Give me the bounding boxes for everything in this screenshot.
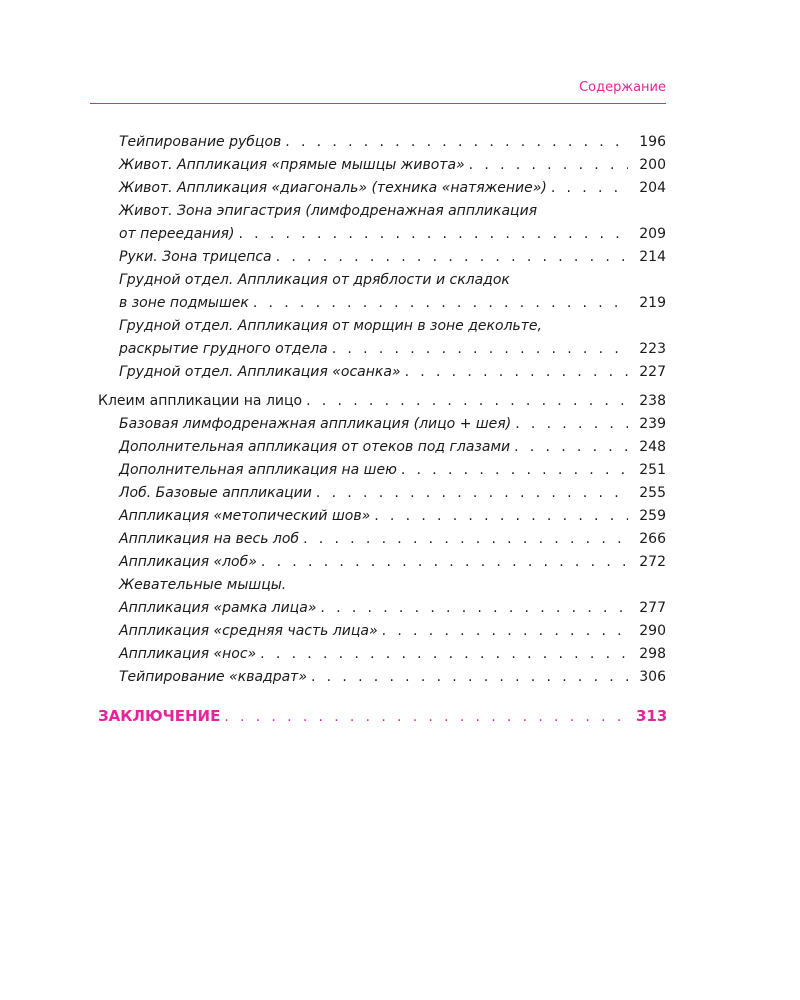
- toc-entry[interactable]: [98, 459, 666, 482]
- toc-page-number: 277: [639, 600, 666, 616]
- toc-page-number: 251: [639, 462, 666, 478]
- dot-leader: [401, 459, 628, 482]
- toc-entry-title-line: Живот. Зона эпигастрия (лимфодренажная аппликация: [119, 203, 538, 219]
- toc-entry-title: от переедания): [119, 226, 235, 242]
- toc-entry-title: раскрытие грудного отдела: [119, 341, 328, 357]
- toc-page-number: 266: [639, 531, 666, 547]
- dot-leader: [382, 620, 628, 643]
- toc-entry[interactable]: [98, 131, 666, 154]
- dot-leader: [332, 338, 628, 361]
- toc-entry-title: Базовая лимфодренажная аппликация (лицо + шея): [119, 416, 512, 432]
- toc-entry[interactable]: [98, 200, 666, 246]
- toc-page-number: 298: [639, 646, 666, 662]
- toc-entry-title: Клеим аппликации на лицо: [98, 393, 303, 409]
- toc-page-number: 272: [639, 554, 666, 570]
- dot-leader: [306, 390, 628, 413]
- toc-entry-title: Дополнительная аппликация на шею: [119, 462, 397, 478]
- dot-leader: [316, 482, 628, 505]
- toc-page-number: 290: [639, 623, 666, 639]
- dot-leader: [303, 528, 628, 551]
- toc-page-number: 219: [639, 295, 666, 311]
- toc-page-number: 227: [639, 364, 666, 380]
- toc-entry-title: Руки. Зона трицепса: [119, 249, 272, 265]
- toc-entry-title: Аппликация на весь лоб: [119, 531, 300, 547]
- toc-page-number: 238: [639, 393, 666, 409]
- toc-entry-title: Аппликация «рамка лица»: [119, 600, 317, 616]
- dot-leader: [311, 666, 628, 689]
- toc-entry-title: Аппликация «средняя часть лица»: [119, 623, 378, 639]
- dot-leader: [261, 551, 628, 574]
- toc-entry-title: Аппликация «лоб»: [119, 554, 257, 570]
- dot-leader: [374, 505, 628, 528]
- toc-page-number: 204: [639, 180, 666, 196]
- toc-entry[interactable]: [98, 390, 666, 413]
- toc-entry-title: Тейпирование «квадрат»: [119, 669, 307, 685]
- toc-entry[interactable]: [98, 177, 666, 200]
- dot-leader: [515, 413, 628, 436]
- toc-entry-title: Живот. Аппликация «диагональ» (техника «натяжение»): [119, 180, 547, 196]
- toc-entry[interactable]: [98, 269, 666, 315]
- dot-leader: [514, 436, 628, 459]
- dot-leader: [224, 706, 628, 729]
- toc-entry[interactable]: [98, 315, 666, 361]
- toc-page-number: 239: [639, 416, 666, 432]
- dot-leader: [285, 131, 628, 154]
- running-head: Содержание: [579, 80, 666, 95]
- toc-entry[interactable]: [98, 528, 666, 551]
- dot-leader: [469, 154, 628, 177]
- toc-page-number: 209: [639, 226, 666, 242]
- toc-entry-title: Живот. Аппликация «прямые мышцы живота»: [119, 157, 465, 173]
- toc-entry[interactable]: [98, 413, 666, 436]
- dot-leader: [253, 292, 628, 315]
- dot-leader: [551, 177, 628, 200]
- toc-page-number: 223: [639, 341, 666, 357]
- toc-entry-title-line: Грудной отдел. Аппликация от морщин в зоне декольте,: [119, 318, 542, 334]
- toc-entry[interactable]: [98, 505, 666, 528]
- toc-entry[interactable]: [98, 643, 666, 666]
- toc-entry[interactable]: [98, 154, 666, 177]
- toc-entry[interactable]: [98, 666, 666, 689]
- toc-page-number: 306: [639, 669, 666, 685]
- toc-entry-title: ЗАКЛЮЧЕНИЕ: [98, 707, 221, 725]
- toc-entry[interactable]: [98, 436, 666, 459]
- table-of-contents: [98, 131, 666, 729]
- toc-entry[interactable]: [98, 361, 666, 384]
- toc-page-number: 248: [639, 439, 666, 455]
- toc-page-number: 196: [639, 134, 666, 150]
- dot-leader: [405, 361, 628, 384]
- dot-leader: [260, 643, 628, 666]
- toc-page-number: 200: [639, 157, 666, 173]
- toc-entry-title: Тейпирование рубцов: [119, 134, 282, 150]
- toc-page-number: 313: [636, 707, 668, 725]
- header-rule: [90, 103, 666, 104]
- toc-page-number: 255: [639, 485, 666, 501]
- toc-entry[interactable]: [98, 705, 666, 729]
- toc-entry-title-line: Жевательные мышцы.: [119, 577, 287, 593]
- toc-entry-title: Аппликация «метопический шов»: [119, 508, 371, 524]
- toc-entry[interactable]: [98, 246, 666, 269]
- toc-entry-title: Лоб. Базовые аппликации: [119, 485, 312, 501]
- toc-page-number: 214: [639, 249, 666, 265]
- toc-entry-title: Аппликация «нос»: [119, 646, 257, 662]
- dot-leader: [276, 246, 628, 269]
- toc-page-number: 259: [639, 508, 666, 524]
- toc-entry-title: в зоне подмышек: [119, 295, 249, 311]
- toc-entry[interactable]: [98, 574, 666, 620]
- toc-entry-title-line: Грудной отдел. Аппликация от дряблости и складок: [119, 272, 510, 288]
- toc-entry-title: Дополнительная аппликация от отеков под глазами: [119, 439, 511, 455]
- dot-leader: [238, 223, 628, 246]
- dot-leader: [320, 597, 628, 620]
- toc-entry[interactable]: [98, 620, 666, 643]
- toc-entry[interactable]: [98, 551, 666, 574]
- toc-entry-title: Грудной отдел. Аппликация «осанка»: [119, 364, 401, 380]
- toc-entry[interactable]: [98, 482, 666, 505]
